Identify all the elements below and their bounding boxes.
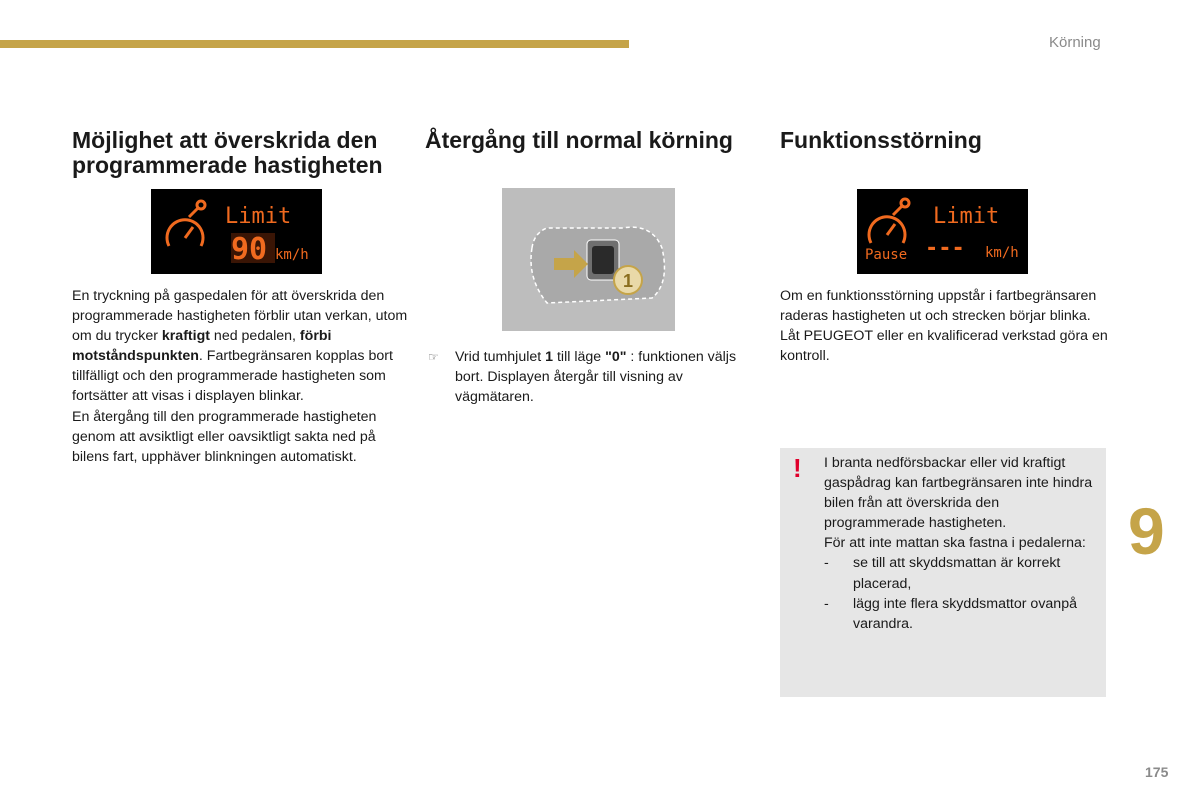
warning-list-item: - se till att skyddsmattan är korrekt placerad, [824,555,1061,592]
limit-label: Limit [225,204,292,229]
warning-line-2: För att inte mattan ska fastna i pedalerna: [824,535,1086,552]
chapter-number: 9 [1128,494,1165,568]
malfunction-paragraph: Om en funktionsstörning uppstår i fartbegränsaren raderas hastigheten ut och strecken börjar blinka. Låt PEUGEOT eller en kvalificerad verkstad göra en kontroll. [780,288,1108,365]
heading-override-speed: Möjlighet att överskrida den programmerade hastigheten [72,127,383,178]
exclamation-icon: ! [793,453,802,483]
speedometer-icon [869,199,909,243]
warning-list-item: - lägg inte flera skyddsmattor ovanpå varandra. [824,595,1077,632]
limit-label: Limit [933,204,1000,229]
warning-text [824,453,1102,634]
header-accent-bar [0,40,629,48]
heading-malfunction: Funktionsstörning [780,127,982,153]
warning-line-1: I branta nedförsbackar eller vid kraftigt gaspådrag kan fartbegränsaren inte hindra bilen från att överskrida den programmerade hastigheten. [824,455,1093,532]
speedometer-icon [167,201,205,246]
speed-value: 90 [231,232,268,267]
speed-limit-display-image [151,189,322,274]
pause-label: Pause [865,247,908,263]
instruction-text: Vrid tumhjulet 1 till läge "0" : funktionen väljs bort. Displayen återgår till visning av vägmätaren. [455,349,737,406]
malfunction-display-image [857,189,1028,274]
callout-number: 1 [623,271,634,291]
control-stalk-icon [502,188,675,331]
heading-return-normal: Återgång till normal körning [425,127,733,153]
pointing-hand-icon: ☞ [428,350,439,364]
page-number: 175 [1145,764,1169,780]
speed-dashes: --- [925,236,965,261]
section-label: Körning [1049,34,1101,51]
speed-unit: km/h [275,247,309,263]
override-paragraph: En tryckning på gaspedalen för att överskrida den programmerade hastigheten förblir utan verkan, utom om du trycker kraftigt ned pedalen, förbi motståndspunkten. Fartbegränsaren kopplas bort tillfälligt och den programmerade hastigheten som fortsätter att visas i displayen blinkar. En återgång till den programmerade hastigheten genom att avsiktligt eller oavsiktligt sakta ned på bilens fart, upphäver blinkningen automatiskt. [72,288,408,465]
speed-unit: km/h [985,245,1019,261]
control-stalk-image [502,188,675,331]
